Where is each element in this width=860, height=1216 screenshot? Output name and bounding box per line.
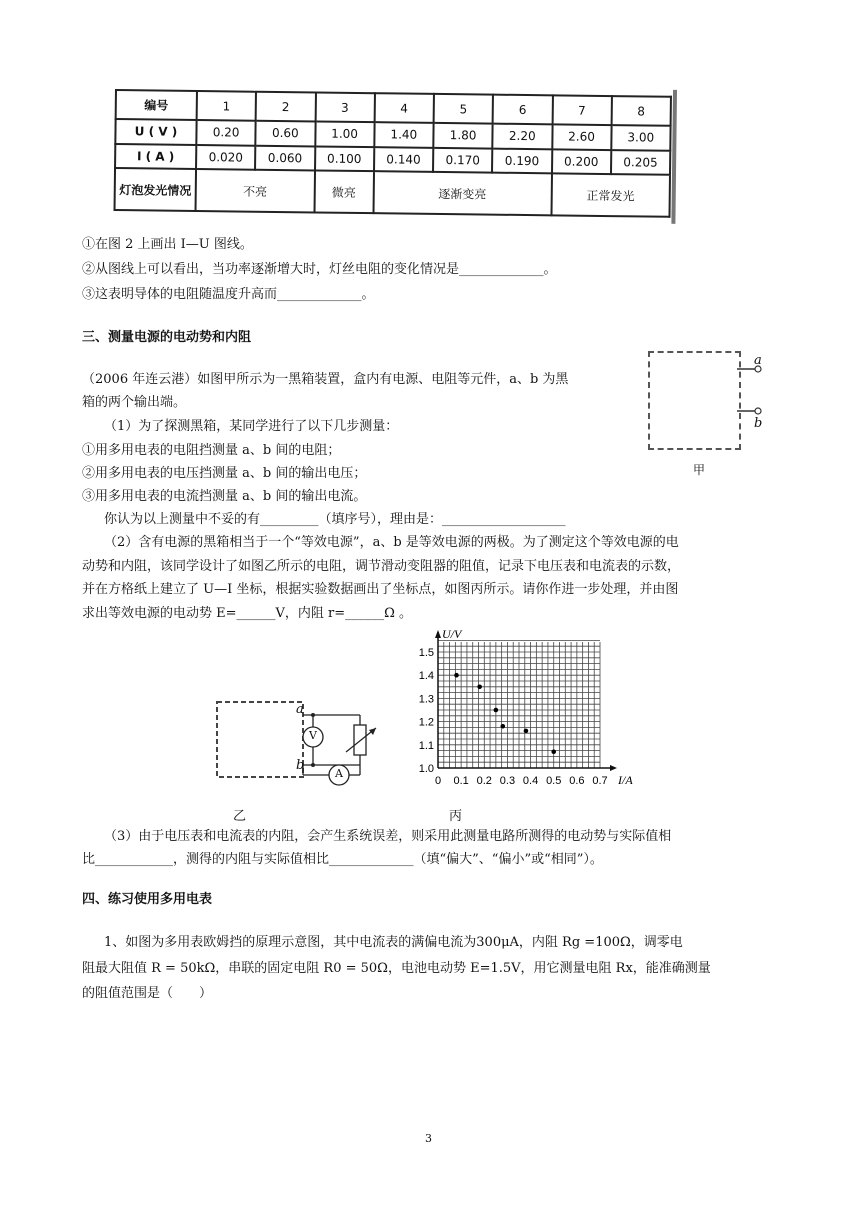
paragraph-line: （1）为了探测黑箱，某同学进行了以下几步测量： <box>104 419 399 434</box>
paragraph-line: 比____________，测得的内阻与实际值相比_____________（填“偏大”、“偏小”或“相同”）。 <box>82 852 603 867</box>
x-tick-label: 0.1 <box>453 775 469 787</box>
data-table <box>114 89 672 218</box>
y-tick-label: 1.4 <box>418 670 434 683</box>
terminal-label-b: b <box>754 416 763 431</box>
paragraph-line: （2006 年连云港）如图甲所示为一黑箱装置，盒内有电源、电阻等元件，a、b 为黑 <box>82 372 569 387</box>
table-cell: 2.20 <box>493 124 553 149</box>
page-number: 3 <box>425 1132 432 1145</box>
paragraph-line: 动势和内阻，该同学设计了如图乙所示的电阻，调节滑动变阻器的阻值，记录下电压表和电流表的示数， <box>82 559 681 574</box>
x-tick-label: 0.5 <box>546 775 562 787</box>
table-cell: 微亮 <box>314 170 374 213</box>
data-point <box>501 724 506 729</box>
y-tick-label: 1.0 <box>418 763 434 775</box>
table-cell: 8 <box>611 96 671 126</box>
table-cell: 0.205 <box>611 150 671 175</box>
data-point <box>524 729 529 734</box>
table-cell: 3.00 <box>611 125 671 150</box>
question-line: ①在图 2 上画出 I—U 图线。 <box>82 237 253 252</box>
x-tick-label: 0.6 <box>569 775 585 787</box>
circuit-label-b: b <box>296 758 305 773</box>
section-title: 四、练习使用多用电表 <box>82 892 213 907</box>
voltmeter-symbol: V <box>309 729 317 742</box>
paragraph-line: （3）由于电压表和电流表的内阻，会产生系统误差，则采用此测量电路所测得的电动势与实际值相 <box>104 829 672 844</box>
y-tick-label: 1.5 <box>418 647 434 659</box>
paragraph-line: 阻最大阻值 R = 50kΩ，串联的固定电阻 R0 = 50Ω，电池电动势 E=1.5V，用它测量电阻 Rx，能准确测量 <box>82 961 711 976</box>
table-cell: 1.80 <box>433 123 493 148</box>
paragraph-line: 并在方格纸上建立了 U—I 坐标，根据实验数据画出了坐标点，如图丙所示。请你作进一步处理，并由图 <box>82 582 679 597</box>
table-cell: 编号 <box>116 90 197 120</box>
question-line: ②从图线上可以看出，当功率逐渐增大时，灯丝电阻的变化情况是_____________。 <box>82 262 557 277</box>
question-line: ③这表明导体的电阻随温度升高而_____________。 <box>82 287 375 302</box>
data-point <box>477 685 482 690</box>
paragraph-line: 求出等效电源的电动势 E=______V，内阻 r=______Ω 。 <box>82 606 413 621</box>
table-cell: 0.20 <box>196 120 256 145</box>
table-cell: 1.40 <box>374 122 434 147</box>
figure-caption-bing: 丙 <box>449 809 463 824</box>
y-axis-arrow <box>435 630 441 638</box>
figure-caption-yi: 乙 <box>233 809 247 824</box>
data-point <box>494 708 499 713</box>
x-tick-label: 0.2 <box>476 775 492 787</box>
y-tick-label: 1.1 <box>418 739 434 752</box>
table-cell: 灯泡发光情况 <box>115 168 197 211</box>
table-cell: 6 <box>493 95 553 125</box>
paragraph-line: 你认为以上测量中不妥的有_________（填序号），理由是：___________________ <box>104 512 566 527</box>
x-tick-label: 0 <box>434 775 442 787</box>
table-cell: 0.060 <box>255 145 315 170</box>
y-axis-label: U/V <box>442 627 462 641</box>
table-cell: 0.100 <box>315 146 375 171</box>
table-cell: 2 <box>256 92 316 122</box>
table-cell: 7 <box>552 95 612 125</box>
table-cell: 1 <box>197 91 257 121</box>
x-tick-label: 0.7 <box>592 775 608 787</box>
x-axis-label: I/A <box>618 773 633 787</box>
paragraph-line: ①用多用电表的电阻挡测量 a、b 间的电阻； <box>82 443 341 458</box>
table-cell: 逐渐变亮 <box>373 171 551 215</box>
figure-caption-jia: 甲 <box>693 463 706 477</box>
data-point <box>551 749 556 754</box>
table-cell: 不亮 <box>196 169 315 212</box>
paragraph-line: ③用多用电表的电流挡测量 a、b 间的输出电流。 <box>82 489 367 504</box>
paragraph-line: 箱的两个输出端。 <box>82 395 187 410</box>
table-cell: 1.00 <box>315 121 375 146</box>
section-title: 三、测量电源的电动势和内阻 <box>82 330 252 345</box>
scan-shadow <box>671 90 677 224</box>
table-status-row <box>115 168 670 217</box>
x-tick-label: 0.3 <box>499 775 516 787</box>
table-cell: 2.60 <box>552 124 612 149</box>
ui-scatter-chart <box>405 620 645 800</box>
black-box-diagram <box>648 351 741 450</box>
table-cell: 0.140 <box>374 147 434 172</box>
x-axis-arrow <box>610 765 617 771</box>
ammeter-symbol: A <box>335 767 343 780</box>
y-tick-label: 1.3 <box>418 693 434 706</box>
table-cell: 0.60 <box>256 121 316 146</box>
paragraph-line: 1、如图为多用表欧姆挡的原理示意图，其中电流表的满偏电流为300μA，内阻 Rg =100Ω，调零电 <box>104 935 683 950</box>
y-tick-label: 1.2 <box>418 716 434 729</box>
table-cell: 5 <box>434 94 494 124</box>
terminal-label-a: a <box>754 353 762 368</box>
x-tick-label: 0.4 <box>522 775 539 787</box>
data-point <box>454 673 459 678</box>
table-cell: 0.190 <box>492 148 552 173</box>
paragraph-line: （2）含有电源的黑箱相当于一个“等效电源”，a、b 是等效电源的两极。为了测定这个等效电源的电 <box>104 535 679 550</box>
paragraph-line: ②用多用电表的电压挡测量 a、b 间的输出电压； <box>82 466 367 481</box>
table-cell: 3 <box>315 92 375 122</box>
table-cell: I ( A ) <box>115 144 196 169</box>
table-cell: 0.200 <box>552 149 612 174</box>
table-cell: U ( V ) <box>115 119 196 144</box>
table-cell: 0.020 <box>196 145 256 170</box>
paragraph-line: 的阻值范围是（ ） <box>82 986 213 1001</box>
table-cell: 4 <box>374 93 434 123</box>
table-cell: 正常发光 <box>551 173 670 216</box>
circuit-label-a: a <box>296 702 304 717</box>
table-cell: 0.170 <box>433 147 493 172</box>
